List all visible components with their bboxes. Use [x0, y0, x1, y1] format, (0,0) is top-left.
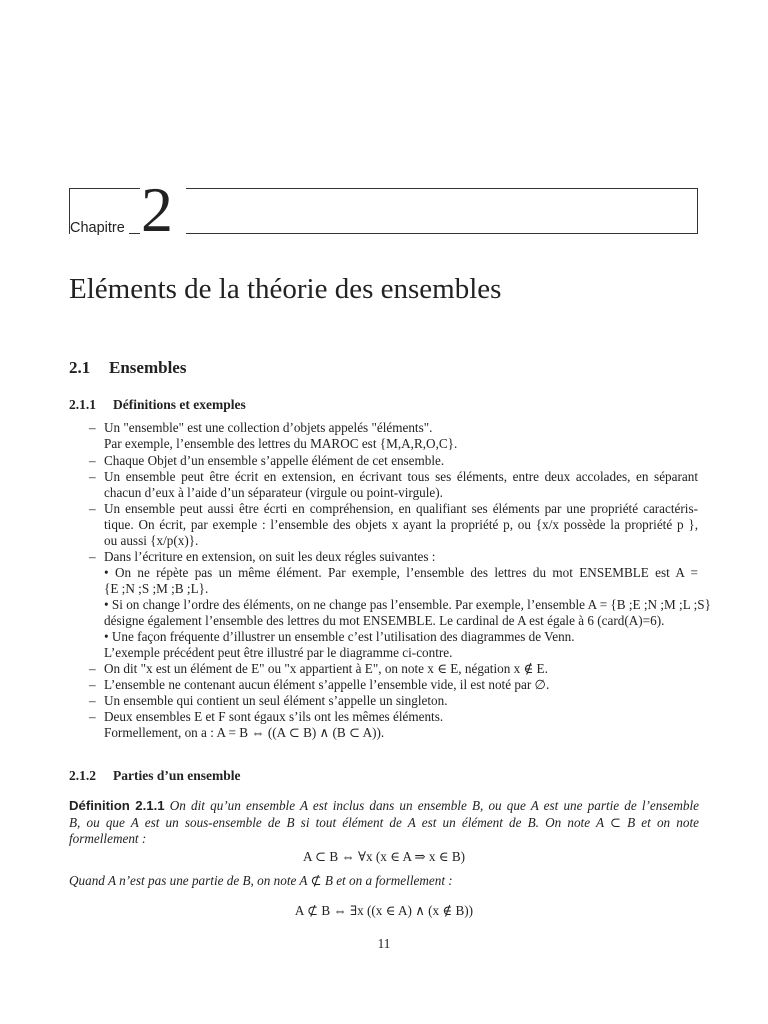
definition-label: Définition 2.1.1 — [69, 798, 165, 813]
list-line: tique. On écrit, par exemple : l’ensemble des objets x ayant la propriété p, ou {x/x possède la propriété p }, — [104, 517, 698, 532]
list-dash: – — [89, 709, 96, 724]
list-line: Dans l’écriture en extension, on suit les deux régles suivantes : — [104, 549, 436, 564]
chapter-title: Eléments de la théorie des ensembles — [69, 273, 502, 305]
section-heading — [69, 358, 186, 378]
subsection-title: Parties d’un ensemble — [113, 768, 241, 783]
list-line: L’exemple précédent peut être illustré par le diagramme ci-contre. — [104, 645, 453, 660]
list-line: Un ensemble peut être écrit en extension, en écrivant tous ses éléments, entre deux accolades, en séparant — [104, 469, 698, 484]
list-line: ou aussi {x/p(x)}. — [104, 533, 199, 548]
list-line: Deux ensembles E et F sont égaux s’ils ont les mêmes éléments. — [104, 709, 444, 724]
definition-line: B, ou que A est un sous-ensemble de B si tout élément de A est un élément de B. On note A ⊂ B et on note — [69, 815, 699, 830]
list-line: Chaque Objet d’un ensemble s’appelle élément de cet ensemble. — [104, 453, 445, 468]
list-line: Par exemple, l’ensemble des lettres du MAROC est {M,A,R,O,C}. — [104, 436, 458, 451]
list-line: désigne également l’ensemble des lettres du mot ENSEMBLE. Le cardinal de A est égale à 6 (card(A)=6). — [104, 613, 665, 628]
list-line: Un ensemble qui contient un seul élément s’appelle un singleton. — [104, 693, 448, 708]
subsection-number: 2.1.2 — [69, 768, 96, 783]
list-dash: – — [89, 420, 96, 435]
definition-line — [69, 798, 699, 814]
formula-non-inclusion: A ⊄ B ⇔ ∃x ((x ∈ A) ∧ (x ∉ B)) — [294, 903, 474, 918]
section-number: 2.1 — [69, 358, 91, 377]
list-line: On dit "x est un élément de E" ou "x appartient à E", on note x ∈ E, négation x ∉ E. — [104, 661, 548, 676]
list-dash: – — [89, 501, 96, 516]
subsection-number: 2.1.1 — [69, 397, 96, 412]
subsection-heading-1 — [69, 397, 246, 413]
list-dash: – — [89, 693, 96, 708]
list-line: Un ensemble peut aussi être écrti en compréhension, en qualifiant ses éléments par une propriété caractéris- — [104, 501, 698, 516]
list-line: • Une façon fréquente d’illustrer un ensemble c’est l’utilisation des diagrammes de Venn. — [104, 629, 575, 644]
page-number: 11 — [377, 936, 391, 951]
chapter-number: 2 — [141, 174, 173, 245]
list-line: • On ne répète pas un même élément. Par exemple, l’ensemble des lettres du mot ENSEMBLE est A = — [104, 565, 698, 580]
list-line: Formellement, on a : A = B ⇔ ((A ⊂ B) ∧ (B ⊂ A)). — [104, 725, 385, 740]
list-dash: – — [89, 661, 96, 676]
definition-note: Quand A n’est pas une partie de B, on note A ⊄ B et on a formellement : — [69, 873, 453, 888]
list-dash: – — [89, 677, 96, 692]
chapter-label: Chapitre — [70, 220, 129, 236]
list-line: chacun d’eux à l’aide d’un séparateur (virgule ou point-virgule). — [104, 485, 443, 500]
subsection-title: Définitions et exemples — [113, 397, 246, 412]
list-dash: – — [89, 453, 96, 468]
list-dash: – — [89, 469, 96, 484]
list-line: Un "ensemble" est une collection d’objets appelés "éléments". — [104, 420, 433, 435]
list-line: {E ;N ;S ;M ;B ;L}. — [104, 581, 209, 596]
subsection-heading-2 — [69, 768, 241, 784]
section-title: Ensembles — [109, 358, 187, 377]
formula-inclusion: A ⊂ B ⇔ ∀x (x ∈ A ⇒ x ∈ B) — [302, 849, 466, 864]
definition-text: On dit qu’un ensemble A est inclus dans un ensemble B, ou que A est une partie de l’ensemble — [169, 798, 699, 813]
definition-line: formellement : — [69, 831, 147, 846]
list-line: • Si on change l’ordre des éléments, on ne change pas l’ensemble. Par exemple, l’ensemble A = {B ;E ;N ;M ;L ;S} — [104, 597, 711, 612]
list-line: L’ensemble ne contenant aucun élément s’appelle l’ensemble vide, il est noté par ∅. — [104, 677, 550, 692]
list-dash: – — [89, 549, 96, 564]
